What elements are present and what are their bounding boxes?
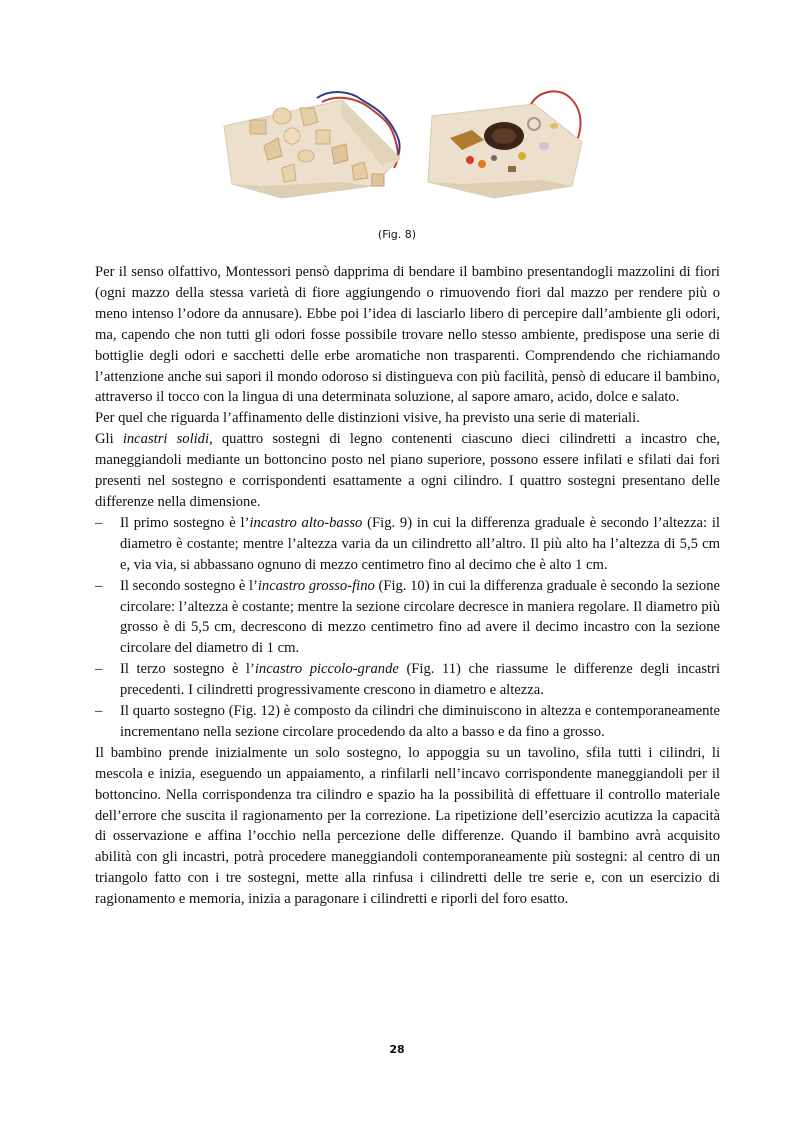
list-item <box>95 659 720 701</box>
text-run: Il primo sostegno è l’ <box>120 514 250 531</box>
dash-marker: – <box>95 514 103 531</box>
body-text <box>95 262 720 910</box>
dash-marker: – <box>95 577 103 594</box>
list-item <box>95 701 720 743</box>
figure-8 <box>222 86 590 202</box>
text-run: Il quarto sostegno (Fig. 12) è composto da cilindri che diminuiscono in altezza e contemporaneamente incrementano nella sezione circolare procedendo da alto a basso e da fino a grosso. <box>120 703 720 740</box>
italic-term: incastro alto-basso <box>249 514 363 531</box>
text-run: Il terzo sostegno è l’ <box>120 661 255 678</box>
italic-term: incastri solidi, <box>122 431 213 448</box>
italic-term: incastro piccolo-grande <box>254 661 399 678</box>
fabric-mat-objects-image <box>422 86 590 202</box>
text-run: quattro sostegni di legno contenenti ciascuno dieci cilindretti a incastro che, maneggiandoli mediante un bottoncino posto nel piano superiore, possono essere infilati e sfilati dai fori presenti nel sostegno e corrispondenti esattamente a ogni cilindro. I quattro sostegni presentano delle differenze nella dimensione. <box>95 431 721 510</box>
paragraph: Per quel che riguarda l’affinamento delle distinzioni visive, ha previsto una serie di materiali. <box>95 410 640 427</box>
list-item <box>95 576 720 660</box>
dash-marker: – <box>95 703 103 720</box>
paragraph <box>95 429 720 513</box>
paragraph: Per il senso olfattivo, Montessori pensò dapprima di bendare il bambino presentandogli mazzolini di fiori (ogni mazzo della stessa varietà di fiore aggiungendo o rimuovendo fiori dal mazzo per rendere più o meno intenso l’odore da annusare). Ebbe poi l’idea di lasciarlo libero di percepire dall’ambiente gli odori, ma, capendo che non tutti gli odori fosse possibile trovare nello stesso ambiente, predispose una serie di bottiglie degli odori e sacchetti delle erbe aromatiche non trasparenti. Comprendendo che richiamando l’attenzione anche sui sapori il mondo odoroso si distingueva con più facilità, pensò di educare il bambino, attraverso il tocco con la lingua di una determinata soluzione, al sapore amaro, acido, dolce e salato. <box>95 264 720 406</box>
bulleted-list <box>95 513 720 743</box>
list-item <box>95 513 720 576</box>
text-run: (Fig. 9) in cui la differenza graduale è secondo l’altezza: il diametro è costante; mentre l’altezza varia da un cilindretto all’altro. Il più alto ha l’altezza di 5,5 cm e, via via, si abbassano ognuno di mezzo centimetro fino al decimo che è alto 1 cm. <box>120 514 720 573</box>
text-run: (Fig. 11) che riassume le differenze degli incastri precedenti. I cilindretti progressivamente crescono in diametro e altezza. <box>120 661 720 699</box>
figure-caption: (Fig. 8) <box>377 228 417 241</box>
text-run: Gli <box>95 431 123 448</box>
fabric-mat-solids-image <box>222 86 407 202</box>
paragraph: Il bambino prende inizialmente un solo sostegno, lo appoggia su un tavolino, sfila tutti i cilindri, li mescola e inizia, eseguendo un appaiamento, a rinfilarli nell’incavo corrispondente maneggiandoli per il bottoncino. Nella corrispondenza tra cilindro e spazio ha la possibilità di effettuare il controllo materiale dell’errore che suscita il ragionamento per la correzione. La ripetizione dell’esercizio acutizza la capacità di osservazione e affina l’occhio nella percezione delle differenze. Quando il bambino avrà acquisito abilità con gli incastri, potrà procedere maneggiandoli contemporaneamente più sostegni: al centro di un triangolo fatto con i tre sostegni, mette alla rinfusa i cilindretti delle tre serie e, con un esercizio di ragionamento e memoria, inizia a paragonare i cilindretti e riporli del foro esatto. <box>95 744 720 908</box>
dash-marker: – <box>95 661 103 678</box>
italic-term: incastro grosso-fino <box>257 577 375 594</box>
page-number: 28 <box>389 1043 405 1056</box>
text-run: (Fig. 10) in cui la differenza graduale è secondo la sezione circolare: l’altezza è costante; mentre la sezione circolare decresce in maniera regolare. Il diametro più grosso è di 5,5 cm, decrescono di mezzo centimetro fino ad avere il decimo incastro con la sezione circolare del diametro di 1 cm. <box>120 577 720 657</box>
text-run: Il secondo sostegno è l’ <box>120 577 258 594</box>
